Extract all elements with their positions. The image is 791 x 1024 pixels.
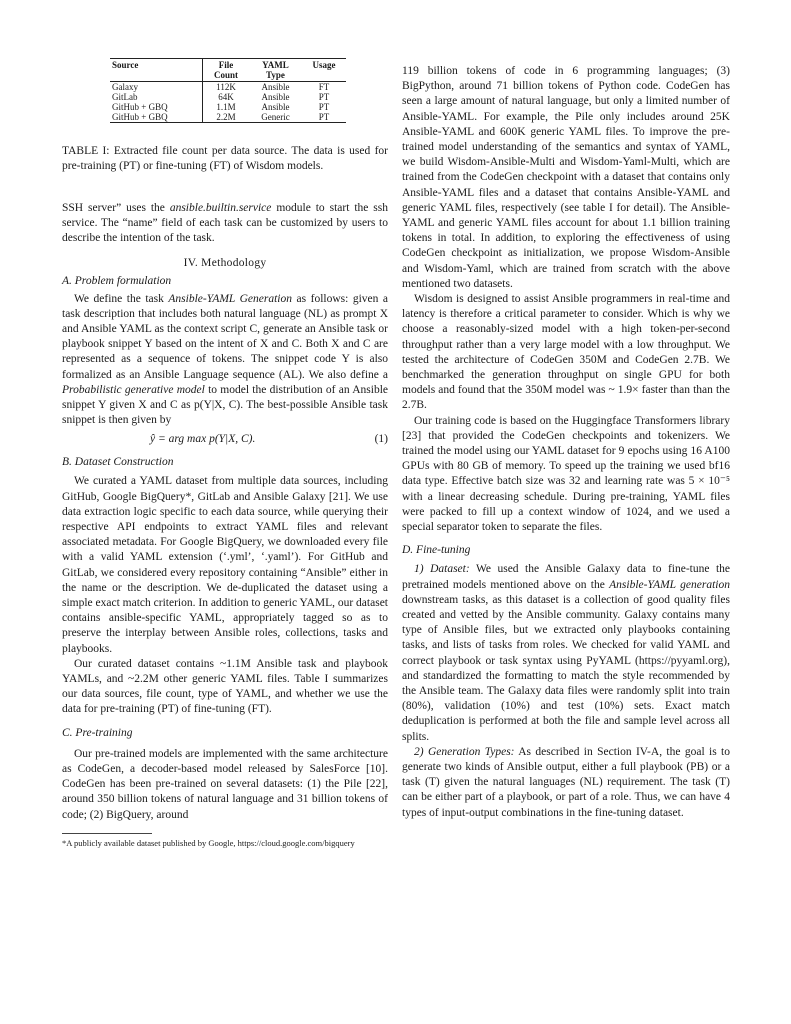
subsection-c-heading: C. Pre-training: [62, 726, 133, 739]
header-usage: Usage: [302, 59, 346, 82]
table-row: [110, 92, 346, 102]
pretraining-paragraph-3: Our training code is based on the Huggingface Transformers library [23] that provided the CodeGen checkpoints and tokenizers. We trained the model using our YAML dataset for 9 epochs using 16 A100 GPUs with 80 GB of memory. To speed up the training we used bf16 data type. Effective batch size was 32 and learning rate was 5 × 10⁻⁵ with a linear decreasing schedule. During pre-training, YAML files were packed to fill up a context window of 1024, and we used a special separator token to separate the files.: [402, 414, 730, 534]
cell-source: GitHub + GBQ: [110, 112, 203, 123]
cell-count: 2.2M: [203, 112, 249, 123]
header-source: Source: [110, 59, 203, 82]
cell-source: Galaxy: [112, 82, 138, 92]
cell-type: Ansible: [261, 102, 290, 112]
left-column: [62, 201, 388, 849]
cell-type: Ansible: [261, 82, 290, 92]
cell-source: GitHub + GBQ: [112, 102, 168, 112]
dataset-paragraph-1: We curated a YAML dataset from multiple data sources, including GitHub, Google BigQuery*, GitLab and Ansible Galaxy [21]. We use data extraction logic specific to each data source, while querying their respective API endpoints to extract YAML files and relevant associated metadata. For Google BigQuery, we downloaded every file with a valid YAML extension (‘.yml’, ‘.yaml’). For GitHub and GitLab, we considered every repository containing “Ansible” either in the name or the description. We de-duplicated the dataset using a simple exact match criterion. In addition to generic YAML, our dataset contains ansible-specific YAML, appropriately tagged so as to preserve the interplay between Ansible roles, collections, tasks and playbooks.: [62, 475, 388, 655]
subsection-a-heading: A. Problem formulation: [62, 274, 172, 287]
cell-type: Generic: [249, 112, 302, 123]
fine-tuning-dataset-paragraph: 1) Dataset: We used the Ansible Galaxy data to fine-tune the pretrained models mentioned above on the Ansible-YAML generation downstream tasks, as this dataset is a collection of good quality files created and vetted by the Ansible community. Galaxy contains many type of Ansible files, but we extracted only playbooks containing tasks, and lists of tasks from roles. We checked for valid YAML and correct playbook or task syntax using PyYAML (https://pyyaml.org), and standardized the formatting to match the style recommended by the Ansible team. The Galaxy data files were randomly split into train (80%), validation (10%) and test (10%) sets. Exact match deduplication is performed at both the file and sample level across all splits.: [402, 563, 730, 743]
equation-number: (1): [374, 433, 388, 446]
continued-paragraph: SSH server” uses the ansible.builtin.service module to start the ssh service. The “name” field of each task can be customized by users to describe the intention of the task.: [62, 202, 388, 245]
equation-1: [62, 431, 388, 451]
subsection-b-heading: B. Dataset Construction: [62, 456, 174, 469]
cell-usage: PT: [302, 112, 346, 123]
footnote: *A publicly available dataset published by Google, https://cloud.google.com/bigquery: [62, 837, 355, 848]
table-i: [110, 58, 350, 123]
data-source-table: [110, 58, 346, 123]
right-column: [402, 64, 730, 821]
dataset-paragraph-2: Our curated dataset contains ~1.1M Ansible task and playbook YAMLs, and ~2.2M other generic YAML files. Table I summarizes our data sources, file count, type of YAML, and whether we use the data for pre-training (PT) of fine-tuning (FT).: [62, 657, 388, 716]
section-heading: IV. Methodology: [183, 256, 267, 269]
cell-usage: PT: [318, 92, 330, 102]
table-row: [110, 112, 346, 123]
cell-count: 1.1M: [203, 102, 249, 112]
pretraining-continued-paragraph: 119 billion tokens of code in 6 programming languages; (3) BigPython, around 71 billion tokens of Python code. CodeGen has seen a large amount of natural language, but only a limited number of Ansible-YAML. For example, the Pile only includes around 25K Ansible-YAML and 600K generic YAML files. To improve the pre-trained model understanding of the semantics and syntax of YAML, we build Wisdom-Ansible-Multi and Wisdom-Yaml-Multi, which are trained from the CodeGen checkpoint with a dataset that contains only Ansible-YAML files and a dataset that contains Ansible-YAML and generic YAML files, respectively (see table I for detail). The Ansible-YAML and generic YAML files account for about 1.1 billion training tokens in total. In addition, to exploring the effectiveness of using CodeGen checkpoint as initialization, we propose Wisdom-Ansible and Wisdom-Yaml, which are trained from scratch with the above mentioned two datasets.: [402, 65, 730, 290]
header-yaml-type: YAML Type: [249, 59, 302, 82]
generation-types-paragraph: 2) Generation Types: As described in Section IV-A, the goal is to generate two kinds of Ansible output, either a full playbook (PB) or a task (T) given the natural languages (NL) requirement. The task (T) can be either part of a playbook, or part of a role. Thus, we can have 4 types of input-output combinations in the fine-tuning dataset.: [402, 745, 730, 819]
table-row: [110, 82, 346, 93]
equation-body: ŷ = arg max p(Y|X, C).: [150, 433, 256, 446]
footnote-rule: [62, 833, 152, 834]
cell-usage: FT: [318, 82, 330, 92]
cell-usage: PT: [318, 102, 330, 112]
pretraining-paragraph-1: Our pre-trained models are implemented with the same architecture as CodeGen, a decoder-based model released by SalesForce [10]. CodeGen has been pre-trained on several datasets: (1) the Pile [22], around 350 billion tokens of natural language and 31 billion tokens of code; (2) BigQuery, around: [62, 747, 388, 821]
table-row: [110, 102, 346, 112]
table-caption: TABLE I: Extracted file count per data source. The data is used for pre-training (PT) or fine-tuning (FT) of Wisdom models.: [62, 145, 388, 173]
problem-formulation-paragraph: We define the task Ansible-YAML Generation as follows: given a task description that includes both natural language (NL) as prompt X and Ansible YAML as the context script C, generate an Ansible task or playbook snippet Y based on the intent of X and C. Both X and C are represented as a sequence of tokens. The snippet code Y is also formalized as an Ansible Language sequence (AL). We also define a Probabilistic generative model to model the distribution of an Ansible snippet Y given X and C as p(Y|X, C). The best-possible Ansible task snippet is then given by: [62, 292, 388, 427]
cell-count: 64K: [203, 92, 249, 102]
pretraining-paragraph-2: Wisdom is designed to assist Ansible programmers in real-time and latency is therefore a critical parameter to consider. Which is why we choose a reasonably-sized model with a high token-per-second throughput rather than a very large model with a low throughput. We tested the architecture of CodeGen 350M and CodeGen 2.7B. We benchmarked the generation throughput on single GPU for both models and found that the 350M model was ~ 1.9× faster than than the 2.7B.: [402, 293, 730, 412]
cell-source: GitLab: [112, 92, 138, 102]
header-file-count: File Count: [203, 59, 249, 82]
table-header-row: [110, 59, 346, 82]
cell-type: Ansible: [261, 92, 290, 102]
subsection-d-heading: D. Fine-tuning: [402, 544, 471, 557]
cell-count: 112K: [203, 82, 249, 93]
